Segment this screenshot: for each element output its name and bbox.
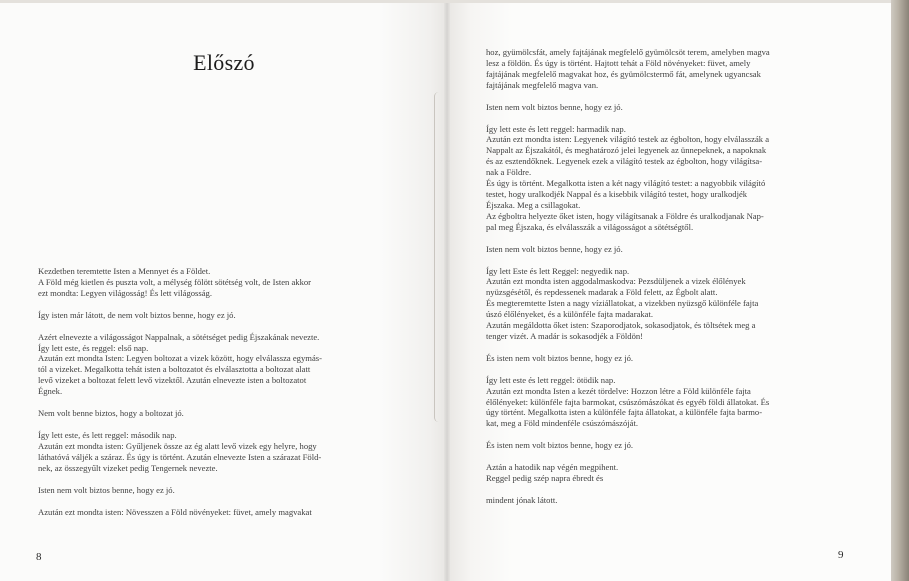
page-number-right: 9 bbox=[838, 549, 844, 561]
left-page-text bbox=[38, 266, 398, 528]
paragraph: Így lett este, és lett reggel: második nap. Azután ezt mondta isten: Gyűljenek össze az ég alatt levő vizek egy helyre, hogy láthatóvá váljék a száraz. És úgy is történt. Azután elnevezte Isten a szárazat Föld- nek, az összegyűlt vizeket pedig Tengernek nevezte. bbox=[38, 429, 322, 473]
page-stack-edge bbox=[891, 0, 909, 581]
paragraph: Isten nem volt biztos benne, hogy ez jó. bbox=[38, 484, 175, 495]
paragraph: Így lett Este és lett Reggel: negyedik nap. Azután ezt mondta isten aggodalmaskodva: Pezsdüljenek a vizek élőlények nyüzsgésétől, és repdessenek madarak a Föld felett, az Égbolt alatt. És megteremtette Isten a nagy víziállatokat, a vizekben nyüzsgő különféle fajta úszó élőlényeket, és a különféle fajta madarakat. Azután megáldotta őket isten: Szaporodjatok, sokasodjatok, és töltsétek meg a tenger vizét. A madár is sokasodjék a Földön! bbox=[486, 265, 759, 341]
paragraph: Aztán a hatodik nap végén megpihent. Reggel pedig szép napra ébredt és bbox=[486, 462, 619, 484]
binding-shadow bbox=[434, 92, 443, 422]
paragraph: Isten nem volt biztos benne, hogy ez jó. bbox=[486, 101, 623, 112]
page-top-edge bbox=[0, 0, 891, 3]
paragraph: Így lett este és lett reggel: harmadik nap. Azután ezt mondta isten: Legyenek világító testek az égbolton, hogy elválasszák a Nappalt az Éjszakától, és meghatározó jelei legyenek az ünnepeknek, a napoknak és az esztendőknek. Legyenek ezek a világító testek az égbolton, hogy világítsa- nak a Földre. És úgy is történt. Megalkotta isten a két nagy világító testet: a nagyobbik világító testet, hogy uralkodjék Nappal és a kisebbik világító testet, hogy uralkodjék Éjszaka. Meg a csillagokat. Az égboltra helyezte őket isten, hogy világítsanak a Földre és uralkodjanak Nap- pal meg Éjszaka, és elválasszák a világosságot a sötétségtől. bbox=[486, 123, 770, 232]
paragraph: hoz, gyümölcsfát, amely fajtájának megfelelő gyümölcsöt terem, amelyben magva lesz a földön. És úgy is történt. Hajtott tehát a Föld növényeket: füvet, amely fajtájának megfelelő magvakat hoz, és gyümölcstermő fát, amelynek ugyancsak fajtájának megfelelő magva van. bbox=[486, 47, 770, 90]
paragraph: Nem volt benne biztos, hogy a boltozat jó. bbox=[38, 408, 184, 419]
paragraph: Kezdetben teremtette Isten a Mennyet és a Földet. A Föld még kietlen és puszta volt, a mélység fölött sötétség volt, de Isten akkor ezt mondta: Legyen világosság! És lett világosság. bbox=[38, 266, 312, 298]
paragraph: mindent jónak látott. bbox=[486, 495, 558, 505]
paragraph: És isten nem volt biztos benne, hogy ez jó. bbox=[486, 352, 634, 363]
paragraph: Így isten már látott, de nem volt biztos benne, hogy ez jó. bbox=[38, 309, 236, 320]
page-title: Előszó bbox=[193, 50, 255, 75]
paragraph: És isten nem volt biztos benne, hogy ez jó. bbox=[486, 440, 634, 451]
paragraph: Így lett este és lett reggel: ötödik nap. Azután ezt mondta Isten a kezét tördelve: Hozzon létre a Föld különféle fajta élőlényeket: különféle fajta barmokat, csúszómászókat és egyéb földi állatokat. És úgy történt. Megalkotta isten a különféle fajta állatokat, a különféle fajta barmo- kat, meg a Föld mindenféle csúszómászóját. bbox=[486, 374, 770, 429]
paragraph: Azután ezt mondta isten: Növesszen a Föld növényeket: füvet, amely magvakat bbox=[38, 506, 312, 517]
page-number-left: 8 bbox=[36, 551, 42, 563]
paragraph: Azért elnevezte a világosságot Nappalnak, a sötétséget pedig Éjszakának nevezte. Így lett este, és reggel: első nap. Azután ezt mondta Isten: Legyen boltozat a vizek között, hogy elválassza egymás- tól a vizeket. Megalkotta tehát isten a boltozatot és elválasztotta a boltozat alatt levő vizeket a boltozat felett levő vizektől. Azután elnevezte isten a boltozatot Égnek. bbox=[38, 331, 322, 397]
book-gutter bbox=[444, 0, 450, 581]
paragraph: Isten nem volt biztos benne, hogy ez jó. bbox=[486, 243, 623, 254]
right-page-text bbox=[486, 47, 851, 517]
